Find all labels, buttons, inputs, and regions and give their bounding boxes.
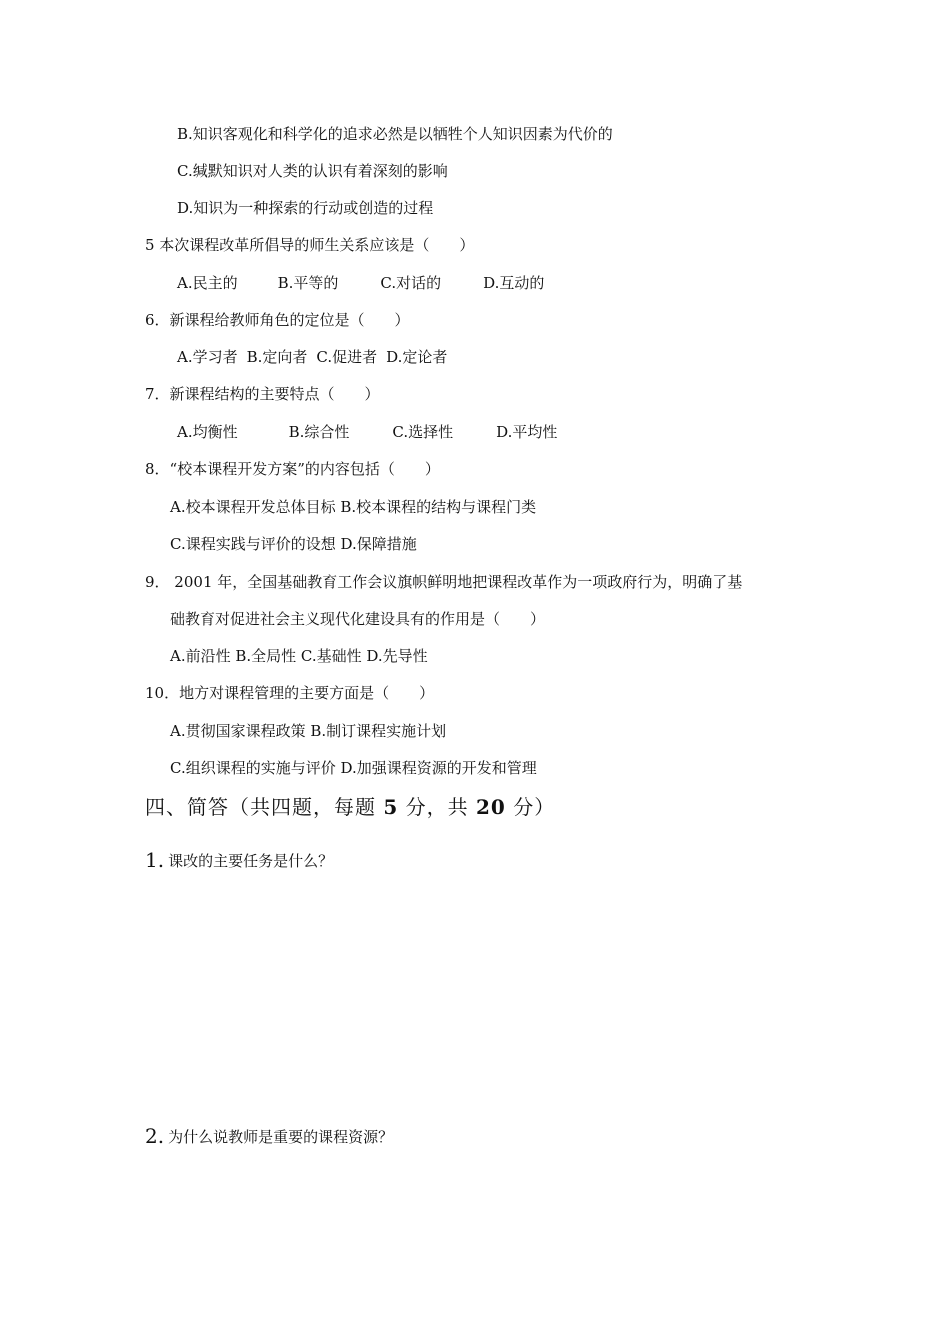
q7-option-b: B.综合性 <box>288 423 350 441</box>
q6-options <box>177 347 447 367</box>
q5-option-b: B.平等的 <box>277 274 339 292</box>
q6-option-d: D.定论者 <box>386 348 448 366</box>
q8-options-line1: A.校本课程开发总体目标 B.校本课程的结构与课程门类 <box>170 498 537 516</box>
q6-option-a: A.学习者 <box>177 348 238 366</box>
short-answer-question <box>145 850 333 871</box>
question-number: 2. <box>145 1124 165 1148</box>
q4-option-c: C.缄默知识对人类的认识有着深刻的影响 <box>177 162 448 180</box>
q8-stem: 8．“校本课程开发方案”的内容包括（ ） <box>145 460 440 478</box>
q5-options <box>177 273 544 293</box>
question-text: 课改的主要任务是什么？ <box>168 852 334 870</box>
q8-options-line2: C.课程实践与评价的设想 D.保障措施 <box>170 535 417 553</box>
q9-stem-line1: 9． 2001 年，全国基础教育工作会议旗帜鲜明地把课程改革作为一项政府行为，明确了基 <box>145 573 743 591</box>
question-text: 为什么说教师是重要的课程资源？ <box>168 1128 394 1146</box>
points-each: 5 <box>383 795 399 819</box>
q9-options: A.前沿性 B.全局性 C.基础性 D.先导性 <box>170 647 428 665</box>
short-answer-question <box>145 1126 393 1147</box>
q5-option-d: D.互动的 <box>483 274 545 292</box>
q5-stem: 5 本次课程改革所倡导的师生关系应该是（ ） <box>145 236 475 254</box>
q7-option-a: A.均衡性 <box>177 423 238 441</box>
q4-option-b: B.知识客观化和科学化的追求必然是以牺牲个人知识因素为代价的 <box>177 125 613 143</box>
q5-option-a: A.民主的 <box>177 274 238 292</box>
q9-stem-line2: 础教育对促进社会主义现代化建设具有的作用是（ ） <box>170 610 546 628</box>
q6-option-c: C.促进者 <box>316 348 378 366</box>
q10-options-line1: A.贯彻国家课程政策 B.制订课程实施计划 <box>170 722 447 740</box>
q7-stem: 7．新课程结构的主要特点（ ） <box>145 385 380 403</box>
q5-option-c: C.对话的 <box>380 274 442 292</box>
q6-option-b: B.定向者 <box>246 348 308 366</box>
question-number: 1. <box>145 848 165 872</box>
q6-stem: 6．新课程给教师角色的定位是（ ） <box>145 311 410 329</box>
q7-option-d: D.平均性 <box>496 423 558 441</box>
q7-options <box>177 422 557 442</box>
q7-option-c: C.选择性 <box>392 423 454 441</box>
points-total: 20 <box>476 795 506 819</box>
q10-options-line2: C.组织课程的实施与评价 D.加强课程资源的开发和管理 <box>170 759 537 777</box>
q4-option-d: D.知识为一种探索的行动或创造的过程 <box>177 199 434 217</box>
q10-stem: 10．地方对课程管理的主要方面是（ ） <box>145 684 435 702</box>
section-heading: 四、简答（共四题，每题 5 分，共 20 分） <box>145 795 556 819</box>
